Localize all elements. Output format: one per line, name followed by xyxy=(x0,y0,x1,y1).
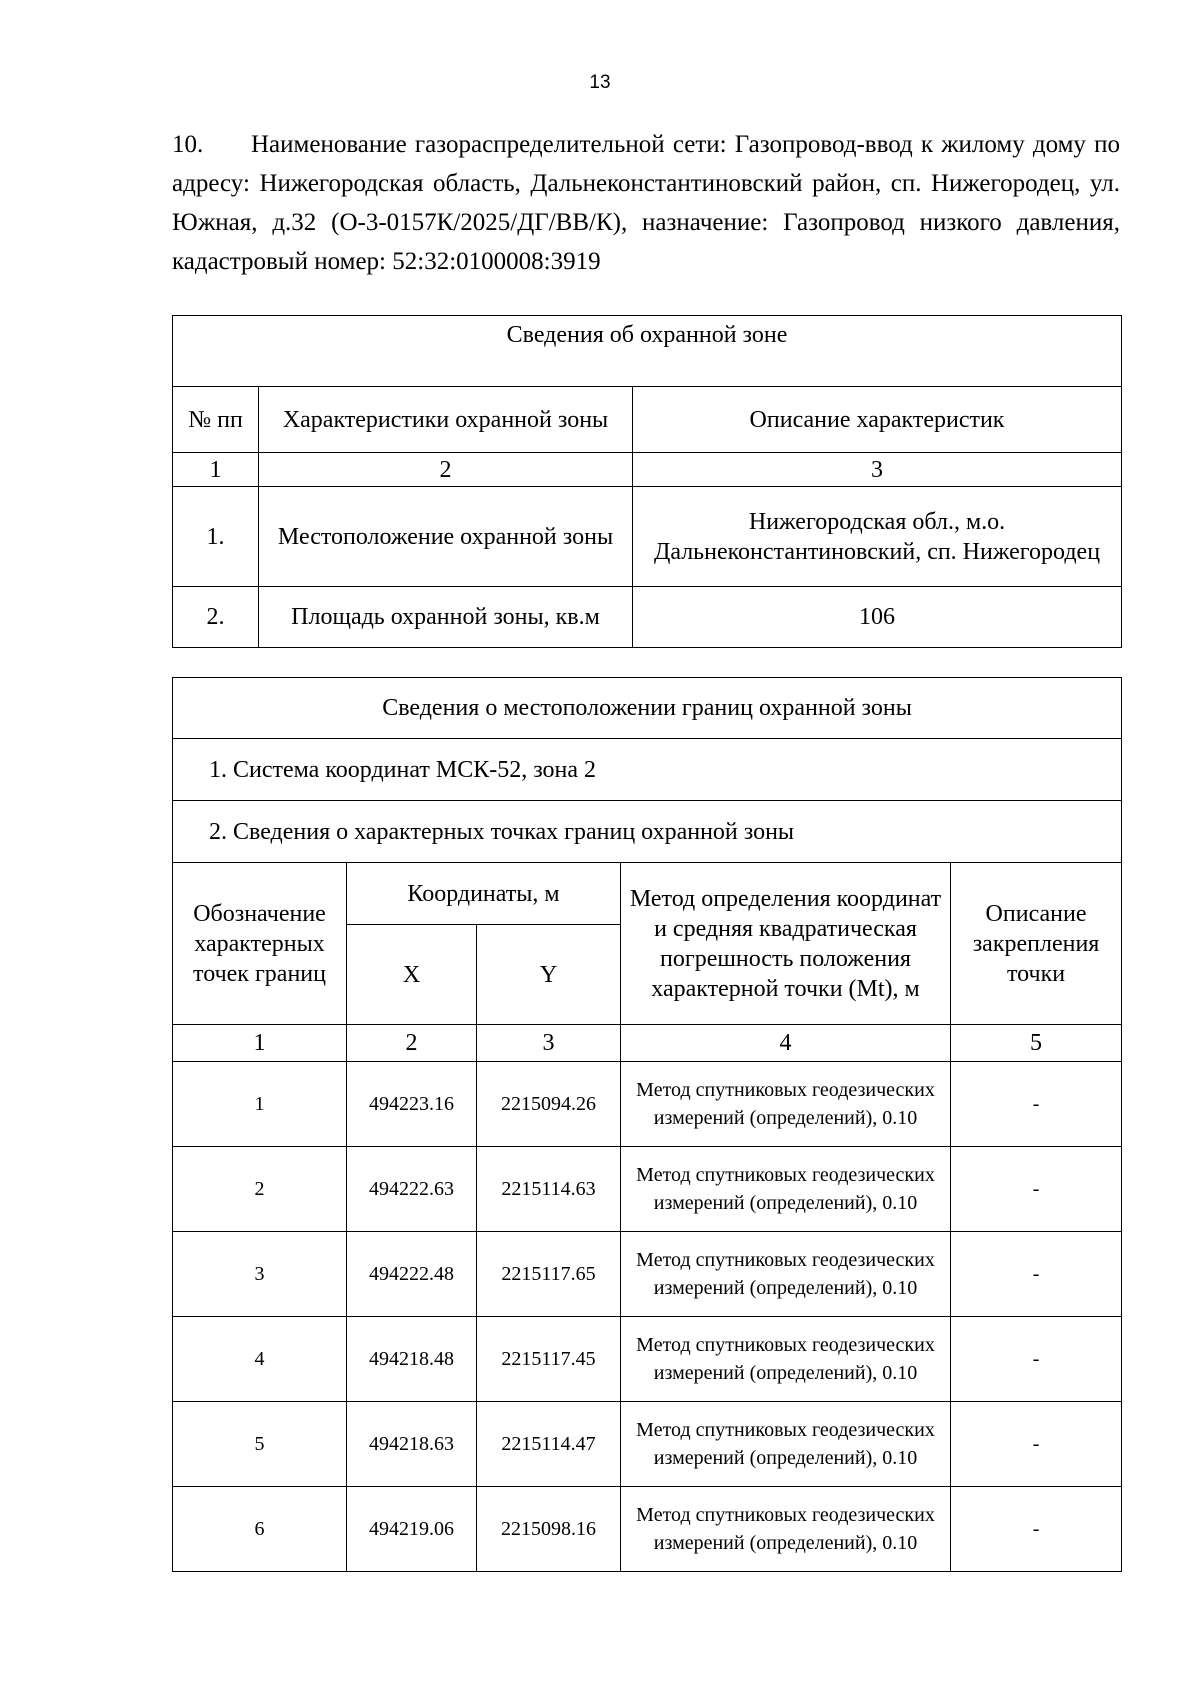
points-title: 2. Сведения о характерных точках границ охранной зоны xyxy=(173,801,1122,863)
header-x: X xyxy=(347,925,477,1025)
boundaries-title: Сведения о местоположении границ охранной зоны xyxy=(173,678,1122,739)
point-y: 2215114.47 xyxy=(477,1402,621,1487)
point-y: 2215114.63 xyxy=(477,1147,621,1232)
point-id: 4 xyxy=(173,1317,347,1402)
point-description: - xyxy=(951,1487,1122,1572)
header-designation: Обозначение характерных точек границ xyxy=(173,863,347,1025)
header-number: № пп xyxy=(173,387,259,453)
point-method: Метод спутниковых геодезических измерений (определений), 0.10 xyxy=(621,1232,951,1317)
point-x: 494219.06 xyxy=(347,1487,477,1572)
index-cell: 4 xyxy=(621,1025,951,1062)
index-cell: 5 xyxy=(951,1025,1122,1062)
header-description: Описание характеристик xyxy=(633,387,1122,453)
index-cell: 2 xyxy=(347,1025,477,1062)
point-description: - xyxy=(951,1147,1122,1232)
header-method: Метод определения координат и средняя квадратическая погрешность положения характерной точки (Mt), м xyxy=(621,863,951,1025)
point-method: Метод спутниковых геодезических измерений (определений), 0.10 xyxy=(621,1062,951,1147)
point-method: Метод спутниковых геодезических измерений (определений), 0.10 xyxy=(621,1402,951,1487)
header-characteristics: Характеристики охранной зоны xyxy=(259,387,633,453)
index-cell: 1 xyxy=(173,453,259,487)
index-cell: 3 xyxy=(477,1025,621,1062)
point-x: 494222.63 xyxy=(347,1147,477,1232)
point-y: 2215098.16 xyxy=(477,1487,621,1572)
table-row xyxy=(173,1232,1122,1317)
point-description: - xyxy=(951,1062,1122,1147)
point-description: - xyxy=(951,1232,1122,1317)
table-row xyxy=(173,1487,1122,1572)
intro-paragraph xyxy=(172,125,1120,281)
row-number: 1. xyxy=(173,487,259,587)
point-y: 2215117.45 xyxy=(477,1317,621,1402)
row-value: 106 xyxy=(633,587,1122,648)
point-id: 1 xyxy=(173,1062,347,1147)
point-method: Метод спутниковых геодезических измерений (определений), 0.10 xyxy=(621,1487,951,1572)
table-row xyxy=(173,1402,1122,1487)
point-id: 5 xyxy=(173,1402,347,1487)
point-method: Метод спутниковых геодезических измерений (определений), 0.10 xyxy=(621,1317,951,1402)
row-name: Площадь охранной зоны, кв.м xyxy=(259,587,633,648)
row-value: Нижегородская обл., м.о. Дальнеконстантиновский, сп. Нижегородец xyxy=(633,487,1122,587)
row-number: 2. xyxy=(173,587,259,648)
index-cell: 2 xyxy=(259,453,633,487)
index-cell: 3 xyxy=(633,453,1122,487)
zone-info-title: Сведения об охранной зоне xyxy=(173,316,1122,387)
zone-info-table xyxy=(172,315,1122,648)
point-description: - xyxy=(951,1317,1122,1402)
point-x: 494218.48 xyxy=(347,1317,477,1402)
point-x: 494222.48 xyxy=(347,1232,477,1317)
point-x: 494223.16 xyxy=(347,1062,477,1147)
coord-system: 1. Система координат МСК-52, зона 2 xyxy=(173,739,1122,801)
table-row xyxy=(173,1062,1122,1147)
boundaries-table xyxy=(172,677,1122,1572)
intro-text: Наименование газораспределительной сети: Газопровод-ввод к жилому дому по адресу: Нижегородская область, Дальнеконстантиновский район, сп. Нижегородец, ул. Южная, д.32 (О-3-0157К/2025/ДГ/ВВ/К), назначение: Газопровод низкого давления, кадастровый номер: 52:32:0100008:3919 xyxy=(172,131,1120,275)
header-fixing-description: Описание закрепления точки xyxy=(951,863,1122,1025)
point-id: 3 xyxy=(173,1232,347,1317)
point-y: 2215117.65 xyxy=(477,1232,621,1317)
point-id: 6 xyxy=(173,1487,347,1572)
point-id: 2 xyxy=(173,1147,347,1232)
point-x: 494218.63 xyxy=(347,1402,477,1487)
row-name: Местоположение охранной зоны xyxy=(259,487,633,587)
point-description: - xyxy=(951,1402,1122,1487)
header-coordinates: Координаты, м xyxy=(347,863,621,925)
table-row xyxy=(173,1147,1122,1232)
intro-number: 10. xyxy=(172,131,204,158)
index-cell: 1 xyxy=(173,1025,347,1062)
page-number: 13 xyxy=(589,72,611,93)
table-row xyxy=(173,1317,1122,1402)
point-method: Метод спутниковых геодезических измерений (определений), 0.10 xyxy=(621,1147,951,1232)
point-y: 2215094.26 xyxy=(477,1062,621,1147)
header-y: Y xyxy=(477,925,621,1025)
